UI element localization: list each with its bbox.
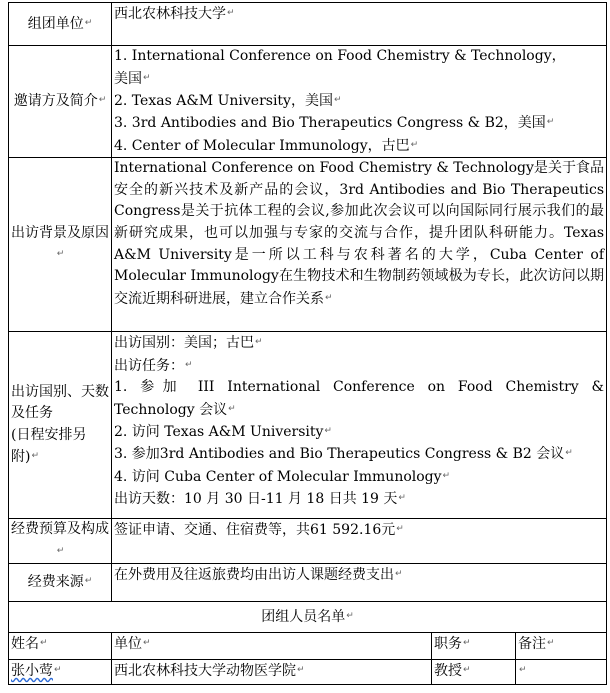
table-row [9,660,607,685]
group-unit-label-cell [9,3,112,46]
funding-label: 经费来源 [27,574,84,591]
background-value-cell [112,158,607,332]
return-mark: ↵ [143,72,151,83]
return-mark: ↵ [98,95,107,106]
return-mark: ↵ [547,638,555,649]
header-name-cell [9,633,112,660]
row-background [9,158,607,332]
header-position: 职务 [434,635,462,652]
funding-label-cell [9,564,112,602]
itinerary-line-6: 4. 访问 Cuba Center of Molecular Immunology↵ [114,468,451,485]
return-mark: ↵ [56,545,65,556]
return-mark: ↵ [463,665,471,676]
return-mark: ↵ [31,451,40,462]
return-mark: ↵ [227,8,235,18]
header-note: 备注 [518,635,546,652]
row-group-unit [9,3,607,46]
return-mark: ↵ [565,448,573,459]
header-name: 姓名 [11,635,39,652]
return-mark: ↵ [324,425,332,436]
return-mark: ↵ [346,610,354,621]
return-mark: ↵ [442,470,451,481]
member-note-cell [516,660,607,685]
row-itinerary [9,332,607,519]
invitation-line-4: 3. 3rd Antibodies and Bio Therapeutics Congress & B2，美国↵ [114,115,555,132]
return-mark: ↵ [84,17,93,28]
invitation-line-5: 4. Center of Molecular Immunology，古巴↵ [114,137,419,154]
header-position-cell [432,633,516,660]
invitation-line-1: 1. International Conference on Food Chemistry & Technology， [114,48,566,64]
itinerary-label-cell [9,332,112,519]
itinerary-value-cell [112,332,607,519]
itinerary-label: 出访国别、天数及任务 [11,383,109,422]
invitation-line-3: 2. Texas A&M University，美国↵ [114,92,342,109]
member-name: 张小莺 [11,662,53,679]
group-unit-value: 西北农林科技大学 [114,5,226,22]
return-mark: ↵ [463,638,471,649]
return-mark: ↵ [519,665,527,676]
invitation-value-cell [112,46,607,158]
group-unit-value-cell [112,3,607,46]
return-mark: ↵ [546,117,555,128]
header-unit-cell [112,633,432,660]
members-title: 团组人员名单 [261,608,346,625]
row-funding [9,564,607,602]
member-position-cell [432,660,516,685]
member-name-cell [9,660,112,685]
row-invitation [9,46,607,158]
members-header-row [9,633,607,660]
background-label-cell [9,158,112,332]
budget-value: 签证申请、交通、住宿费等，共61 592.16元 [114,521,396,538]
background-text: International Conference on Food Chemistry & Technology是关于食品安全的新兴技术及新产品的会议，3rd Antibodies and Bio Therapeutics Congress是关于抗体工程的会议,参加此次会议可以向国际同行展示我们的最新研究成果，也可以加强与专家的交流与合作，提升团队科研能力。Texas A&M University是一所以工科与农科著名的大学，Cuba Center of Molecular Immunology在生物技术和生物制药领域极为专长，此次访问以期交流近期科研进展，建立合作关系 [114,160,605,307]
delegation-info-table [8,2,607,685]
itinerary-line-7: 出访天数：10 月 30 日-11 月 18 日共 19 天↵ [114,490,406,507]
return-mark: ↵ [395,569,403,580]
return-mark: ↵ [255,337,263,348]
invitation-label-cell [9,46,112,158]
budget-value-cell [112,519,607,564]
itinerary-line-2: 出访任务：↵ [114,357,193,374]
itinerary-line-5: 3. 参加3rd Antibodies and Bio Therapeutics Congress & B2 会议↵ [114,446,573,463]
background-label: 出访背景及原因 [11,224,109,241]
budget-label-cell [9,519,112,564]
return-mark: ↵ [56,249,65,260]
return-mark: ↵ [84,576,93,587]
budget-label: 经费预算及构成 [11,521,109,538]
itinerary-line-4: 2. 访问 Texas A&M University↵ [114,423,332,440]
invitation-label: 邀请方及简介 [13,93,98,110]
header-note-cell [516,633,607,660]
return-mark: ↵ [398,493,406,504]
funding-value: 在外费用及往返旅费均由出访人课题经费支出 [114,566,394,583]
return-mark: ↵ [185,359,193,370]
return-mark: ↵ [325,292,333,303]
group-unit-label: 组团单位 [27,15,84,32]
itinerary-line-3: 1. 参加 III International Conference on Food Chemistry & Technology 会议↵ [114,378,605,418]
row-budget [9,519,607,564]
header-unit: 单位 [114,635,142,652]
return-mark: ↵ [410,139,419,150]
return-mark: ↵ [40,638,48,649]
return-mark: ↵ [143,638,151,649]
member-position: 教授 [434,662,462,679]
itinerary-line-1: 出访国别：美国；古巴↵ [114,334,263,351]
return-mark: ↵ [228,403,236,414]
member-unit: 西北农林科技大学动物医学院 [114,662,296,679]
funding-value-cell [112,564,607,602]
invitation-line-2: 美国↵ [114,70,151,87]
members-title-cell [9,602,607,633]
return-mark: ↵ [333,94,342,105]
row-members-title [9,602,607,633]
return-mark: ↵ [396,524,404,535]
itinerary-label-note: (日程安排另附)↵ [11,426,87,466]
member-unit-cell [112,660,432,685]
return-mark: ↵ [297,665,305,676]
return-mark: ↵ [54,665,62,676]
